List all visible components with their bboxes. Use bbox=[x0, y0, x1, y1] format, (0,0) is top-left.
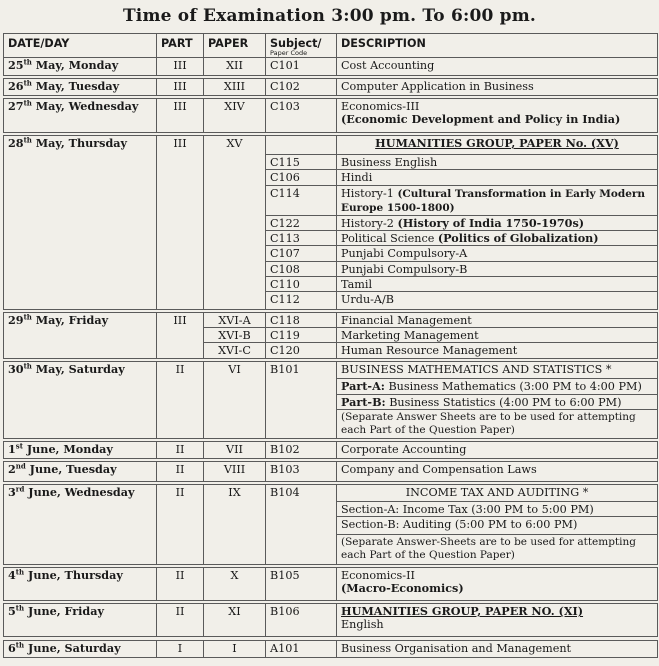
section-a-cell: Section-A: Income Tax (3:00 PM to 5:00 PM) bbox=[337, 501, 658, 516]
code-cell: B101 bbox=[266, 362, 337, 438]
desc-cell bbox=[337, 604, 658, 637]
date-cell bbox=[4, 484, 157, 564]
day-text: June, Tuesday bbox=[25, 461, 117, 476]
desc-cell bbox=[337, 379, 658, 394]
code-cell: C114 bbox=[266, 185, 337, 215]
day-number: 27 bbox=[8, 99, 24, 114]
section-b-cell: Section-B: Auditing (5:00 PM to 6:00 PM) bbox=[337, 517, 658, 535]
desc-text: History-1 bbox=[341, 186, 398, 200]
date-cell bbox=[4, 58, 157, 76]
desc-cell bbox=[337, 99, 658, 133]
desc-cell: Human Resource Management bbox=[337, 343, 658, 359]
desc-cell: Corporate Accounting bbox=[337, 441, 658, 458]
date-cell bbox=[4, 313, 157, 359]
code-cell: C107 bbox=[266, 246, 337, 261]
desc-cell: Cost Accounting bbox=[337, 58, 658, 76]
header-paper: PAPER bbox=[204, 34, 266, 58]
desc-line: Economics-II bbox=[341, 569, 415, 583]
paper-cell: XIV bbox=[204, 99, 266, 133]
desc-cell: Company and Compensation Laws bbox=[337, 461, 658, 481]
desc-cell bbox=[337, 216, 658, 231]
day-text: June, Saturday bbox=[24, 641, 121, 656]
part-cell: III bbox=[157, 58, 204, 76]
note-cell: (Separate Answer Sheets are to be used for attempting each Part of the Question Paper) bbox=[337, 409, 658, 438]
day-number: 26 bbox=[8, 79, 24, 94]
header-part: PART bbox=[157, 34, 204, 58]
paper-cell: VII bbox=[204, 441, 266, 458]
paper-cell: XVI-A bbox=[204, 313, 266, 328]
table-row bbox=[4, 313, 658, 328]
code-cell: B103 bbox=[266, 461, 337, 481]
code-cell: C106 bbox=[266, 170, 337, 185]
code-cell: B106 bbox=[266, 604, 337, 637]
day-suffix: th bbox=[23, 78, 32, 88]
header-day: DATE/DAY bbox=[4, 34, 157, 58]
table-row bbox=[4, 568, 658, 601]
code-cell: B102 bbox=[266, 441, 337, 458]
date-cell bbox=[4, 441, 157, 458]
day-number: 28 bbox=[8, 136, 24, 151]
header-subject bbox=[266, 34, 337, 58]
desc-cell: Business English bbox=[337, 155, 658, 170]
date-cell bbox=[4, 461, 157, 481]
day-number: 25 bbox=[8, 58, 24, 73]
date-cell bbox=[4, 79, 157, 96]
day-number: 6 bbox=[8, 641, 16, 656]
day-suffix: nd bbox=[15, 461, 26, 471]
part-a-label: Part-A: bbox=[341, 379, 385, 394]
desc-cell: Tamil bbox=[337, 276, 658, 291]
table-row bbox=[4, 484, 658, 501]
day-number: 3 bbox=[8, 484, 16, 499]
desc-cell: Punjabi Compulsory-A bbox=[337, 246, 658, 261]
code-cell: C118 bbox=[266, 313, 337, 328]
part-a-text: Business Mathematics (3:00 PM to 4:00 PM) bbox=[384, 380, 642, 394]
date-cell bbox=[4, 362, 157, 438]
desc-line: Economics-III bbox=[341, 100, 420, 114]
day-number: 30 bbox=[8, 362, 24, 377]
code-cell: C103 bbox=[266, 99, 337, 133]
page-title: Time of Examination 3:00 pm. To 6:00 pm. bbox=[122, 6, 537, 26]
table-row bbox=[4, 136, 658, 155]
code-cell: C122 bbox=[266, 216, 337, 231]
group-heading: HUMANITIES GROUP, PAPER NO. (XI) bbox=[341, 604, 584, 619]
note-cell: (Separate Answer-Sheets are to be used for attempting each Part of the Question Paper) bbox=[337, 535, 658, 565]
desc-cell: Business Organisation and Management bbox=[337, 641, 658, 658]
day-suffix: th bbox=[15, 640, 25, 650]
part-cell: III bbox=[157, 99, 204, 133]
code-cell: C113 bbox=[266, 231, 337, 246]
date-cell bbox=[4, 136, 157, 310]
table-row bbox=[4, 461, 658, 481]
code-cell: A101 bbox=[266, 641, 337, 658]
part-cell: II bbox=[157, 441, 204, 458]
day-text: June, Thursday bbox=[24, 568, 123, 583]
day-text: May, Thursday bbox=[31, 136, 128, 151]
header-subject-label: Subject/ bbox=[270, 37, 322, 50]
table-row bbox=[4, 604, 658, 637]
desc-line-bold: (Economic Development and Policy in India) bbox=[341, 112, 621, 127]
day-text: May, Wednesday bbox=[31, 99, 139, 114]
day-text: May, Saturday bbox=[31, 362, 125, 377]
header-subject-sub: Paper Code bbox=[270, 49, 308, 58]
paper-cell: XII bbox=[204, 58, 266, 76]
part-cell: III bbox=[157, 136, 204, 310]
code-cell: C102 bbox=[266, 79, 337, 96]
group-heading: HUMANITIES GROUP, PAPER No. (XV) bbox=[337, 136, 658, 155]
day-text: June, Monday bbox=[22, 441, 113, 456]
table-row bbox=[4, 441, 658, 458]
paper-cell: XI bbox=[204, 604, 266, 637]
desc-cell bbox=[337, 394, 658, 409]
part-b-label: Part-B: bbox=[341, 394, 386, 409]
exam-schedule-table bbox=[3, 33, 658, 658]
desc-heading: BUSINESS MATHEMATICS AND STATISTICS * bbox=[337, 362, 658, 379]
paper-cell: X bbox=[204, 568, 266, 601]
desc-text: History-2 bbox=[341, 217, 398, 231]
date-cell bbox=[4, 99, 157, 133]
desc-bold: (History of India 1750-1970s) bbox=[397, 216, 585, 231]
part-b-text: Business Statistics (4:00 PM to 6:00 PM) bbox=[385, 395, 622, 409]
day-text: May, Tuesday bbox=[31, 79, 120, 94]
paper-cell: XIII bbox=[204, 79, 266, 96]
date-cell bbox=[4, 568, 157, 601]
desc-bold: (Cultural Transformation in Early Modern Europe 1500-1800) bbox=[341, 187, 646, 214]
paper-cell: VIII bbox=[204, 461, 266, 481]
code-cell: C119 bbox=[266, 328, 337, 343]
desc-line-bold: (Macro-Economics) bbox=[341, 581, 464, 596]
code-cell: C112 bbox=[266, 292, 337, 310]
day-suffix: th bbox=[23, 98, 32, 108]
day-suffix: th bbox=[23, 361, 32, 371]
table-header-row bbox=[4, 34, 658, 58]
paper-cell: VI bbox=[204, 362, 266, 438]
day-number: 5 bbox=[8, 604, 16, 619]
part-cell: III bbox=[157, 313, 204, 359]
header-description: DESCRIPTION bbox=[337, 34, 658, 58]
day-number: 4 bbox=[8, 568, 16, 583]
day-suffix: th bbox=[15, 603, 25, 613]
part-cell: II bbox=[157, 568, 204, 601]
day-suffix: th bbox=[23, 57, 32, 67]
part-cell: II bbox=[157, 461, 204, 481]
part-cell: III bbox=[157, 79, 204, 96]
desc-cell: Hindi bbox=[337, 170, 658, 185]
day-text: June, Friday bbox=[24, 604, 104, 619]
desc-cell bbox=[337, 185, 658, 215]
table-row bbox=[4, 362, 658, 379]
part-cell: II bbox=[157, 604, 204, 637]
paper-cell: XV bbox=[204, 136, 266, 310]
paper-cell: XVI-B bbox=[204, 328, 266, 343]
part-cell: II bbox=[157, 362, 204, 438]
desc-cell bbox=[337, 568, 658, 601]
code-cell: B105 bbox=[266, 568, 337, 601]
paper-cell: XVI-C bbox=[204, 343, 266, 359]
desc-cell: Computer Application in Business bbox=[337, 79, 658, 96]
day-suffix: st bbox=[15, 441, 23, 451]
code-cell: C115 bbox=[266, 155, 337, 170]
desc-text: Political Science bbox=[341, 232, 438, 246]
day-suffix: th bbox=[23, 312, 32, 322]
table-row bbox=[4, 58, 658, 76]
day-number: 2 bbox=[8, 461, 16, 476]
desc-cell: Urdu-A/B bbox=[337, 292, 658, 310]
paper-cell: IX bbox=[204, 484, 266, 564]
code-cell: B104 bbox=[266, 484, 337, 564]
desc-cell: Punjabi Compulsory-B bbox=[337, 261, 658, 276]
day-suffix: th bbox=[15, 567, 25, 577]
day-suffix: rd bbox=[15, 484, 25, 494]
code-cell: C120 bbox=[266, 343, 337, 359]
code-cell bbox=[266, 136, 337, 155]
day-number: 1 bbox=[8, 441, 16, 456]
date-cell bbox=[4, 604, 157, 637]
table-row bbox=[4, 99, 658, 133]
day-text: June, Wednesday bbox=[24, 484, 135, 499]
day-number: 29 bbox=[8, 313, 24, 328]
desc-cell: Financial Management bbox=[337, 313, 658, 328]
desc-heading: INCOME TAX AND AUDITING * bbox=[337, 484, 658, 501]
desc-bold: (Politics of Globalization) bbox=[437, 231, 599, 246]
part-cell: II bbox=[157, 484, 204, 564]
code-cell: C110 bbox=[266, 276, 337, 291]
day-text: May, Monday bbox=[31, 58, 119, 73]
date-cell bbox=[4, 641, 157, 658]
desc-cell: Marketing Management bbox=[337, 328, 658, 343]
code-cell: C101 bbox=[266, 58, 337, 76]
table-row bbox=[4, 79, 658, 96]
day-suffix: th bbox=[23, 135, 32, 145]
desc-cell bbox=[337, 231, 658, 246]
day-text: May, Friday bbox=[31, 313, 109, 328]
code-cell: C108 bbox=[266, 261, 337, 276]
table-row bbox=[4, 641, 658, 658]
paper-cell: I bbox=[204, 641, 266, 658]
part-cell: I bbox=[157, 641, 204, 658]
desc-line: English bbox=[341, 618, 384, 632]
